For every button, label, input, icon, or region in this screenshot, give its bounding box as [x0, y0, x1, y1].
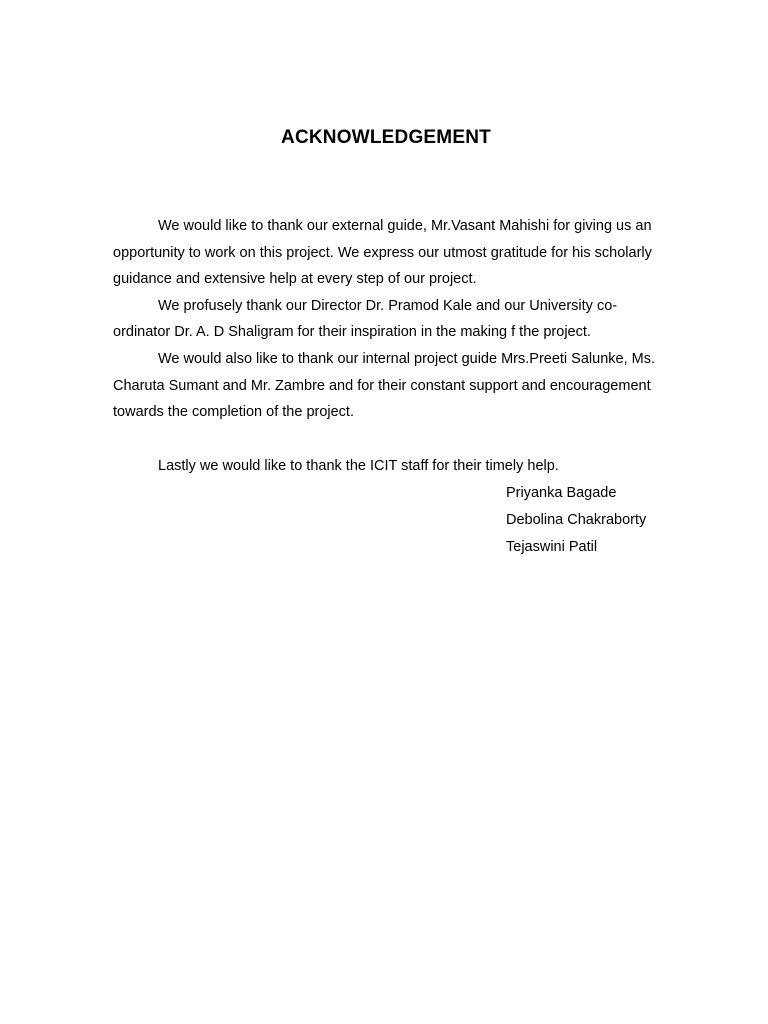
signatory-name: Debolina Chakraborty — [506, 512, 647, 528]
page-title: ACKNOWLEDGEMENT — [281, 127, 491, 148]
signatory-name: Priyanka Bagade — [506, 485, 617, 501]
signatories-block — [506, 480, 646, 561]
signatory-name: Tejaswini Patil — [506, 539, 598, 555]
paragraph-icit-staff: Lastly we would like to thank the ICIT staff for their timely help. — [158, 457, 559, 474]
paragraph-internal-guide: We would also like to thank our internal project guide Mrs.Preeti Salunke, Ms. Charuta Sumant and Mr. Zambre and for their constant support and encouragement towards the completion of the project. — [113, 350, 656, 421]
paragraph-external-guide: We would like to thank our external guide, Mr.Vasant Mahishi for giving us an opportunity to work on this project. We express our utmost gratitude for his scholarly guidance and extensive help at every step of our project. — [113, 218, 652, 288]
paragraph-director: We profusely thank our Director Dr. Pramod Kale and our University co-ordinator Dr. A. D Shaligram for their inspiration in the making f the project. — [113, 297, 618, 341]
acknowledgement-body — [113, 213, 658, 479]
